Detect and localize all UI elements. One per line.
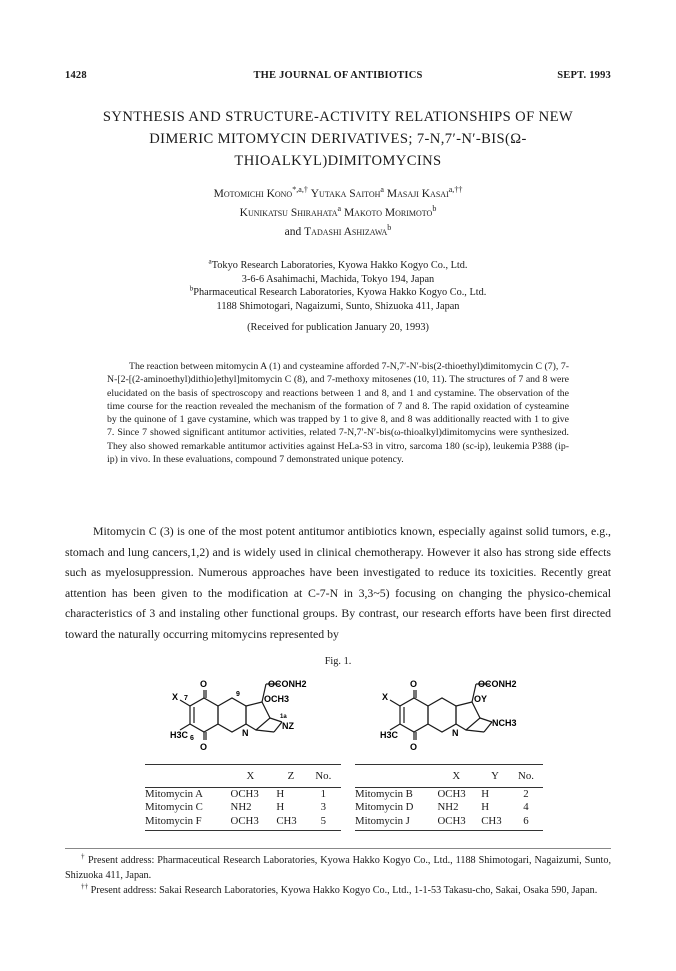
table-row bbox=[355, 815, 543, 829]
struct-label: X bbox=[172, 692, 179, 702]
affiliation-line: 3-6-6 Asahimachi, Machida, Tokyo 194, Japan bbox=[241, 273, 435, 285]
table-cell: H bbox=[481, 801, 490, 813]
journal-title: THE JOURNAL OF ANTIBIOTICS bbox=[253, 70, 423, 81]
struct-label: OY bbox=[474, 694, 488, 704]
affiliation-mark: b bbox=[189, 284, 194, 293]
footnote-divider bbox=[65, 848, 611, 849]
author-name: Motomichi Kono bbox=[213, 188, 293, 200]
struct-label: OCONH2 bbox=[268, 679, 307, 689]
table-cell: Mitomycin B bbox=[355, 787, 413, 800]
author-name: Makoto Morimoto bbox=[343, 207, 433, 219]
table-cell: Mitomycin C bbox=[145, 801, 203, 813]
footnote bbox=[65, 853, 611, 883]
table-header: No. bbox=[518, 770, 534, 782]
table-header: X bbox=[246, 770, 255, 782]
affiliation-line: 1188 Shimotogari, Nagaizumi, Sunto, Shizuoka 411, Japan bbox=[216, 300, 460, 312]
struct-label: O bbox=[410, 742, 418, 752]
table-cell: OCH3 bbox=[437, 787, 466, 800]
issue-date: SEPT. 1993 bbox=[557, 70, 611, 81]
struct-label: X bbox=[382, 692, 389, 702]
footnote-mark: † bbox=[81, 852, 85, 861]
table-cell: Mitomycin J bbox=[355, 814, 410, 827]
affiliation-mark: a bbox=[208, 257, 212, 266]
table-cell: CH3 bbox=[481, 814, 502, 827]
footnote-text: Present address: Pharmaceutical Research Laboratories, Kyowa Hakko Kogyo Co., Ltd., 1188 Shimotogari, Nagaizumi, Sunto, Shizuoka 411, Japan. bbox=[65, 855, 612, 881]
table-cell: H bbox=[276, 801, 285, 813]
table-cell: NH2 bbox=[230, 801, 252, 813]
table-cell: OCH3 bbox=[437, 814, 466, 827]
struct-label: OCH3 bbox=[264, 694, 290, 704]
table-row bbox=[355, 801, 543, 815]
table-cell: Mitomycin A bbox=[145, 787, 203, 800]
table-row bbox=[355, 788, 543, 802]
struct-label: O bbox=[410, 679, 418, 689]
struct-label: 1a bbox=[280, 714, 287, 720]
author-name: Masaji Kasai bbox=[386, 188, 449, 200]
author-marks: *,a,† bbox=[292, 185, 308, 195]
table-header bbox=[145, 765, 231, 787]
footnote-text: Present address: Sakai Research Laboratories, Kyowa Hakko Kogyo Co., Ltd., 1-1-53 Takasu-cho, Sakai, Osaka 590, Japan. bbox=[90, 885, 598, 896]
author-list: Motomichi Kono$^{*,a,\dagger}$ Yutaka Saitoh$^a$ Masaji Kasai$^{a,\dagger\dagger}$ Kunikatsu Shirahata$^a$ Makoto Morimoto$^b$ and Tadashi Ashizawa$^b$ bbox=[213, 185, 463, 238]
footnote-mark: †† bbox=[81, 882, 89, 891]
table-row bbox=[145, 788, 341, 802]
author-marks: a bbox=[380, 185, 384, 195]
table-cell: CH3 bbox=[276, 814, 297, 827]
article-title: SYNTHESIS AND STRUCTURE-ACTIVITY RELATIONSHIPS OF NEW DIMERIC MITOMYCIN DERIVATIVES; 7-N,7′-N′-BIS(Ω-THIOALKYL)DIMITOMYCINS bbox=[102, 109, 574, 169]
table-header bbox=[355, 765, 437, 787]
author-name: Kunikatsu Shirahata bbox=[239, 207, 338, 219]
affiliation-line: Pharmaceutical Research Laboratories, Kyowa Hakko Kogyo Co., Ltd. bbox=[193, 287, 487, 298]
table-row bbox=[145, 801, 341, 815]
author-name: Tadashi Ashizawa bbox=[304, 226, 388, 238]
table-cell: NH2 bbox=[437, 801, 459, 813]
struct-label: OCONH2 bbox=[478, 679, 517, 689]
footnote bbox=[65, 883, 611, 898]
affiliations bbox=[90, 259, 586, 313]
table-cell: Mitomycin F bbox=[145, 814, 202, 827]
table-cell: H bbox=[276, 787, 285, 800]
table-header: Y bbox=[491, 770, 499, 782]
struct-label: N bbox=[242, 728, 249, 738]
author-marks: a,†† bbox=[448, 185, 463, 195]
table-cell: OCH3 bbox=[230, 814, 259, 827]
author-name: Yutaka Saitoh bbox=[310, 188, 381, 200]
struct-label: H3C bbox=[380, 730, 399, 740]
abstract: The reaction between mitomycin A (1) and cysteamine afforded 7-N,7′-N′-bis(2-thioethyl)dimitomycin C (7), 7-N-[2-[(2-aminoethyl)dithio]ethyl]mitomycin C (8), and 7-methoxy mitosenes (10, 11). The structures of 7 and 8 were elucidated on the basis of spectroscopy and reactions between 1 and 8, and 1 and cystamine. The observation of the time course for the reaction revealed the mechanism of the formation of 7 and 8. The rapid oxidation of cysteamine by the quinone of 1 gave cystamine, which was trapped by 1 to give 8, and 8 was additionally reacted with 1 to give 7. Since 7 showed significant antitumor activities, related 7-N,7′-N′-bis(ω-thioalkyl)dimitomycins were synthesized. They also showed remarkable antitumor activities against HeLa-S3 in vitro, sarcoma 180 (sc-ip), leukemia P388 (ip-ip) in vivo. In these evaluations, compound 7 demonstrated unique potency. bbox=[107, 361, 569, 466]
struct-label: H3C bbox=[170, 730, 189, 740]
struct-label: NZ bbox=[282, 721, 294, 731]
mitomycin-structure-right bbox=[380, 676, 550, 768]
table-cell: 3 bbox=[320, 801, 327, 813]
struct-label: O bbox=[200, 742, 208, 752]
table-header: Z bbox=[287, 770, 295, 782]
table-header: X bbox=[452, 770, 461, 782]
table-header: No. bbox=[315, 770, 332, 782]
struct-label: 6 bbox=[190, 735, 194, 742]
struct-label: O bbox=[200, 679, 208, 689]
affiliation-line: Tokyo Research Laboratories, Kyowa Hakko Kogyo Co., Ltd. bbox=[211, 260, 468, 271]
table-cell: 1 bbox=[320, 787, 327, 800]
received-date: (Received for publication January 20, 1993) bbox=[247, 322, 429, 333]
table-cell: 4 bbox=[523, 801, 529, 813]
author-marks: b bbox=[387, 223, 392, 233]
table-cell: 6 bbox=[523, 814, 529, 827]
struct-label: NCH3 bbox=[492, 718, 517, 728]
figure-table-left bbox=[145, 764, 341, 831]
mitomycin-structure-left bbox=[170, 676, 340, 768]
struct-label: 7 bbox=[184, 695, 188, 702]
table-cell: 2 bbox=[523, 787, 529, 800]
table-row bbox=[145, 815, 341, 829]
page-number: 1428 bbox=[65, 70, 87, 81]
struct-label: N bbox=[452, 728, 459, 738]
table-cell: 5 bbox=[320, 814, 327, 827]
author-marks: b bbox=[432, 204, 437, 214]
figure-table-right bbox=[355, 764, 543, 831]
author-marks: a bbox=[337, 204, 342, 214]
table-cell: OCH3 bbox=[230, 787, 259, 800]
struct-label: 9 bbox=[236, 691, 240, 698]
table-cell: H bbox=[481, 787, 490, 800]
figure-caption: Fig. 1. bbox=[324, 656, 352, 667]
table-cell: Mitomycin D bbox=[355, 801, 414, 813]
body-paragraph: Mitomycin C (3) is one of the most potent antitumor antibiotics known, especially against solid tumors, e.g., stomach and lung cancers,1,2) and is widely used in clinical chemotherapy. However it also has strong side effects such as myelosuppression. Numerous approaches have been investigated to reduce its toxicities. Recently great attention has been given to the modification at C-7-N in 3,3~5) focusing on changing the physico-chemical characteristics of 3 and instaling other functional groups. By contrast, our research efforts have been first directed toward the naturally occurring mitomycins represented by bbox=[65, 524, 611, 641]
